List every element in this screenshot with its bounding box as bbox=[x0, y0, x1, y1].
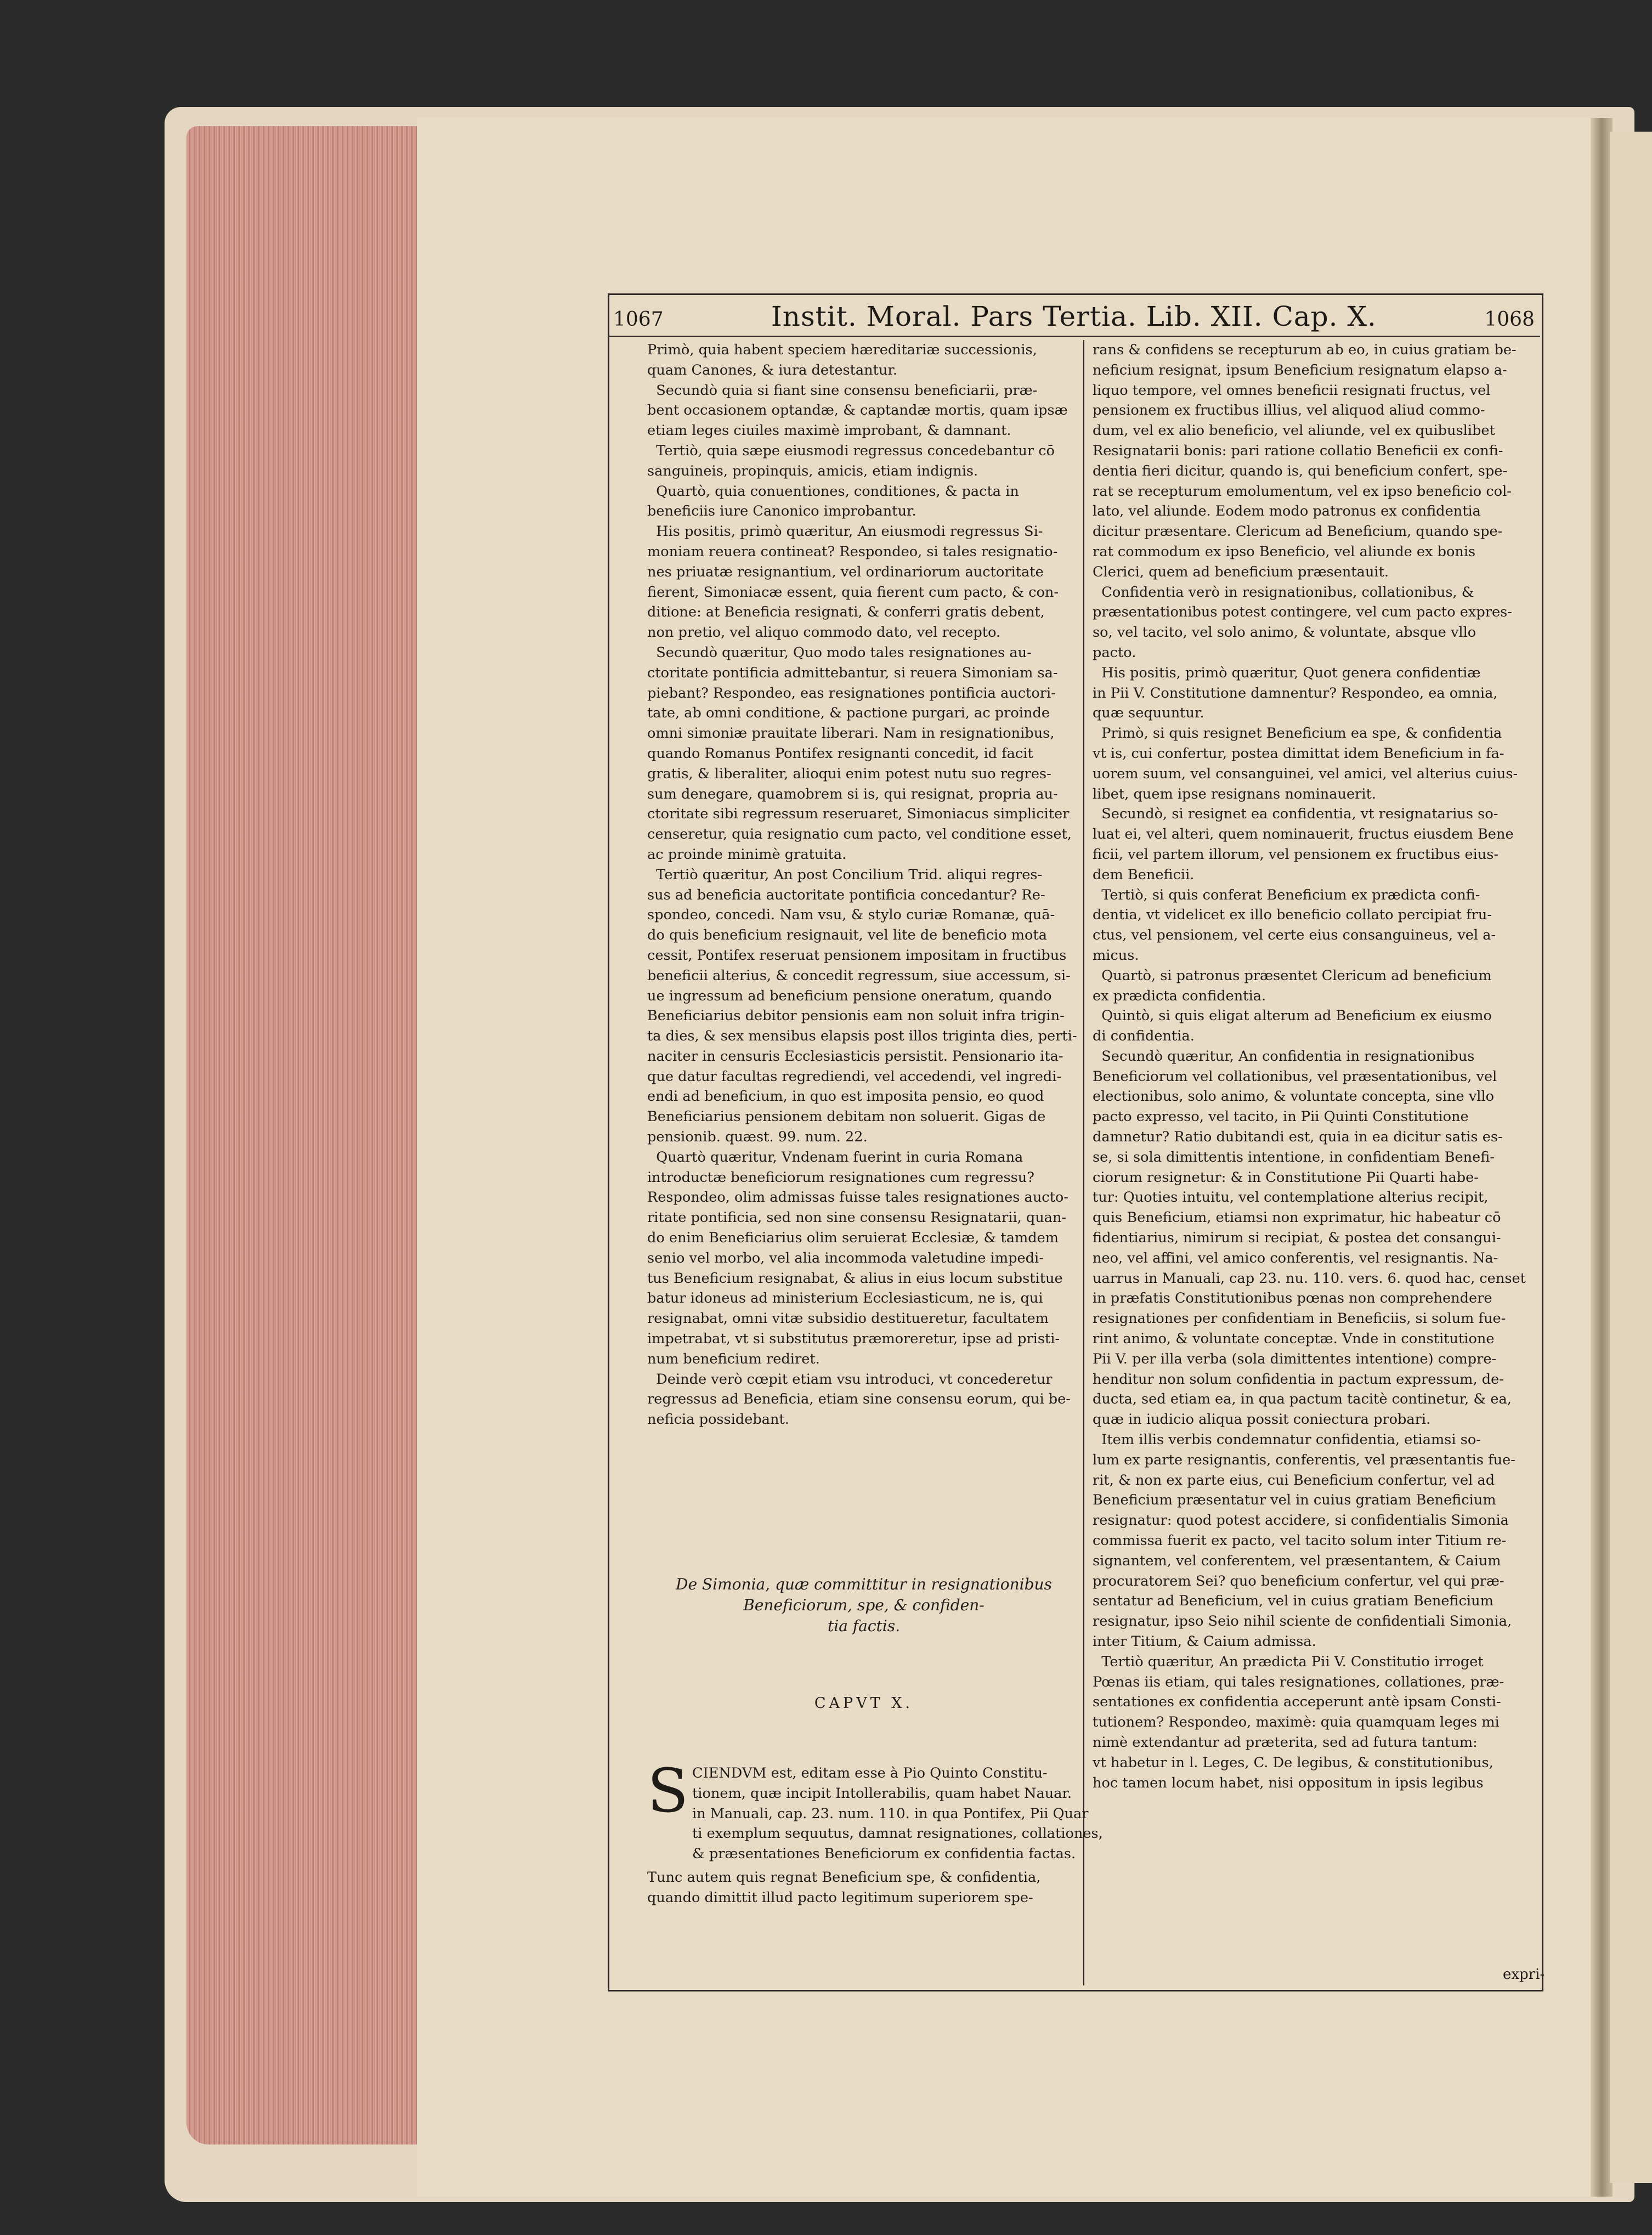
chapter-label: CAPVT X. bbox=[814, 1695, 914, 1712]
right-page-edge bbox=[1610, 132, 1652, 2183]
catchword: expri- bbox=[1503, 1966, 1545, 1983]
header-rule bbox=[608, 336, 1540, 337]
column-divider bbox=[1083, 340, 1084, 1985]
section-title: De Simonia, quæ committitur in resignationibus Beneficiorum, spe, & confiden- tia factis. bbox=[676, 1575, 1052, 1635]
left-column-end: Tunc autem quis regnat Beneficium spe, & confidentia, quando dimittit illud pacto legitimum superiorem spe- bbox=[647, 1869, 1041, 1906]
right-column-text: rans & confidens se recepturum ab eo, in cuius gratiam be- neficium resignat, ipsum Beneficium resignatum elapso a- liquo tempore, vel omnes beneficii resignati fructus, vel pensionem ex fructibus illius, vel aliquod aliud commo- dum, vel ex alio beneficio, vel aliunde, vel ex quibuslibet Resignatarii bonis: pari ratione collatio Beneficii ex confi- dentia fieri dicitur, quando is, qui beneficium confert, spe- rat se recepturum emolumentum, vel ex ipso beneficio col- lato, vel aliunde. Eodem modo patronus ex confidentia dicitur præsentare. Clericum ad Beneficium, quando spe- rat commodum ex ipso Beneficio, vel aliunde ex bonis Clerici, quem ad beneficium præsentauit. Confidentia verò in resignationibus, collationibus, & præsentationibus potest contingere, vel cum pacto expres- so, vel tacito, vel solo animo, & voluntate, absque vllo pacto. His positis, primò quæritur, Quot genera confidentiæ in Pii V. Constitutione damnentur? Respondeo, ea omnia, quæ sequuntur. Primò, si quis resignet Beneficium ea spe, & confidentia vt is, cui confertur, postea dimittat idem Beneficium in fa- uorem suum, vel consanguinei, vel amici, vel alterius cuius- libet, quem ipse resignans nominauerit. Secundò, si resignet ea confidentia, vt resignatarius so- luat ei, vel alteri, quem nominauerit, fructus eiusdem Bene ficii, vel partem illorum, vel pensionem ex fructibus eius- dem Beneficii. Tertiò, si quis conferat Beneficium ex prædicta confi- dentia, vt videlicet ex illo beneficio collato percipiat fru- ctus, vel pensionem, vel certe eius consanguineus, vel a- micus. Quartò, si patronus præsentet Clericum ad beneficium ex prædicta confidentia. Quintò, si quis eligat alterum ad Beneficium ex eiusmo di confidentia. Secundò quæritur, An confidentia in resignationibus Beneficiorum vel collationibus, vel præsentationibus, vel electionibus, solo animo, & voluntate concepta, sine vllo pacto expresso, vel tacito, in Pii Quinti Constitutione damnetur? Ratio dubitandi est, quia in ea dicitur satis es- se, si sola dimittentis intentione, in confidentiam Benefi- ciorum resignetur: & in Constitutione Pii Quarti habe- tur: Quoties intuitu, vel contemplatione alterius recipit, quis Beneficium, etiamsi non exprimatur, hic habeatur cō fidentiarius, nimirum si recipiat, & postea det consangui- neo, vel affini, vel amico conferentis, vel resignantis. Na- uarrus in Manuali, cap 23. nu. 110. vers. 6. quod hac, censet in præfatis Constitutionibus pœnas non comprehendere resignationes per confidentiam in Beneficiis, si solum fue- rint animo, & voluntate conceptæ. Vnde in constitutione Pii V. per illa verba (sola dimittentes intentione) compre- henditur non solum confidentia in pactum expressum, de- ducta, sed etiam ea, in qua pactum tacitè continetur, & ea, quæ in iudicio aliqua possit coniectura probari. Item illis verbis condemnatur confidentia, etiamsi so- lum ex parte resignantis, conferentis, vel præsentantis fue- rit, & non ex parte eius, cui Beneficium confertur, vel ad Beneficium præsentatur vel in cuius gratiam Beneficium resignatur: quod potest accidere, si confidentialis Simonia commissa fuerit ex pacto, vel tacito solum inter Titium re- signantem, vel conferentem, vel præsentantem, & Caium procuratorem Sei? quo beneficium confertur, vel qui præ- sentatur ad Beneficium, vel in cuius gratiam Beneficium resignatur, ipso Seio nihil sciente de confidentiali Simonia, inter Titium, & Caium admissa. Tertiò quæritur, An prædicta Pii V. Constitutio irroget Pœnas iis etiam, qui tales resignationes, collationes, præ- sentationes ex confidentia acceperunt antè ipsam Consti- tutionem? Respondeo, maximè: quia quamquam leges mi nimè extendantur ad præterita, sed ad futura tantum: vt habetur in l. Leges, C. De legibus, & constitutionibus, hoc tamen locum habet, nisi oppositum in ipsis legibus bbox=[1093, 342, 1526, 1791]
page-number-left: 1067 bbox=[613, 308, 664, 331]
book-gutter bbox=[1591, 118, 1613, 2197]
running-head bbox=[613, 301, 1535, 333]
drop-cap: S bbox=[647, 1756, 689, 1826]
left-column-text: Primò, quia habent speciem hæreditariæ successionis, quam Canones, & iura detestantur. Secundò quia si fiant sine consensu beneficiarii, præ- bent occasionem optandæ, & captandæ mortis, quam ipsæ etiam leges ciuiles maximè improbant, & damnant. Tertiò, quia sæpe eiusmodi regressus concedebantur cō sanguineis, propinquis, amicis, etiam indignis. Quartò, quia conuentiones, conditiones, & pacta in beneficiis iure Canonico improbantur. His positis, primò quæritur, An eiusmodi regressus Si- moniam reuera contineat? Respondeo, si tales resignatio- nes priuatæ resignantium, vel ordinariorum auctoritate fierent, Simoniacæ essent, quia fierent cum pacto, & con- ditione: at Beneficia resignati, & conferri gratis debent, non pretio, vel aliquo commodo dato, vel recepto. Secundò quæritur, Quo modo tales resignationes au- ctoritate pontificia admittebantur, si reuera Simoniam sa- piebant? Respondeo, eas resignationes pontificia auctori- tate, ab omni conditione, & pactione purgari, ac proinde omni simoniæ prauitate liberari. Nam in resignationibus, quando Romanus Pontifex resignanti concedit, id facit gratis, & liberaliter, alioqui enim potest nutu suo regres- sum denegare, quamobrem si is, qui resignat, propria au- ctoritate sibi regressum reseruaret, Simoniacus simpliciter censeretur, quia resignatio cum pacto, vel conditione esset, ac proinde minimè gratuita. Tertiò quæritur, An post Concilium Trid. aliqui regres- sus ad beneficia auctoritate pontificia concedantur? Re- spondeo, concedi. Nam vsu, & stylo curiæ Romanæ, quā- do quis beneficium resignauit, vel lite de beneficio mota cessit, Pontifex reseruat pensionem impositam in fructibus beneficii alterius, & concedit regressum, siue accessum, si- ue ingressum ad beneficium pensione oneratum, quando Beneficiarius debitor pensionis eam non soluit infra trigin- ta dies, & sex mensibus elapsis post illos triginta dies, perti- naciter in censuris Ecclesiasticis persistit. Pensionario ita- que datur facultas regrediendi, vel accedendi, vel ingredi- endi ad beneficium, in quo est imposita pensio, eo quod Beneficiarius pensionem debitam non soluerit. Gigas de pensionib. quæst. 99. num. 22. Quartò quæritur, Vndenam fuerint in curia Romana introductæ beneficiorum resignationes cum regressu? Respondeo, olim admissas fuisse tales resignationes aucto- ritate pontificia, sed non sine consensu Resignatarii, quan- do enim Beneficiarius olim seruierat Ecclesiæ, & tamdem senio vel morbo, vel alia incommoda valetudine impedi- tus Beneficium resignabat, & alius in eius locum substitue batur idoneus ad ministerium Ecclesiasticum, ne is, qui resignabat, omni vitæ subsidio destitueretur, facultatem impetrabat, vt si substitutus præmoreretur, ipse ad pristi- num beneficium rediret. Deinde verò cœpit etiam vsu introduci, vt concederetur regressus ad Beneficia, etiam sine consensu eorum, qui be- neficia possidebant. bbox=[647, 342, 1077, 1428]
chapter-first-lines: CIENDVM est, editam esse à Pio Quinto Constitu- tionem, quæ incipit Intollerabilis, quam habet Nauar. in Manuali, cap. 23. num. 110. in qua Pontifex, Pii Quar ti exemplum sequutus, damnat resignationes, collationes, & præsentationes Beneficiorum ex confidentia factas. bbox=[692, 1765, 1103, 1863]
running-title: Instit. Moral. Pars Tertia. Lib. XII. Cap. X. bbox=[771, 301, 1377, 332]
page-number-right: 1068 bbox=[1484, 308, 1535, 331]
page-fore-edge bbox=[186, 126, 417, 2145]
